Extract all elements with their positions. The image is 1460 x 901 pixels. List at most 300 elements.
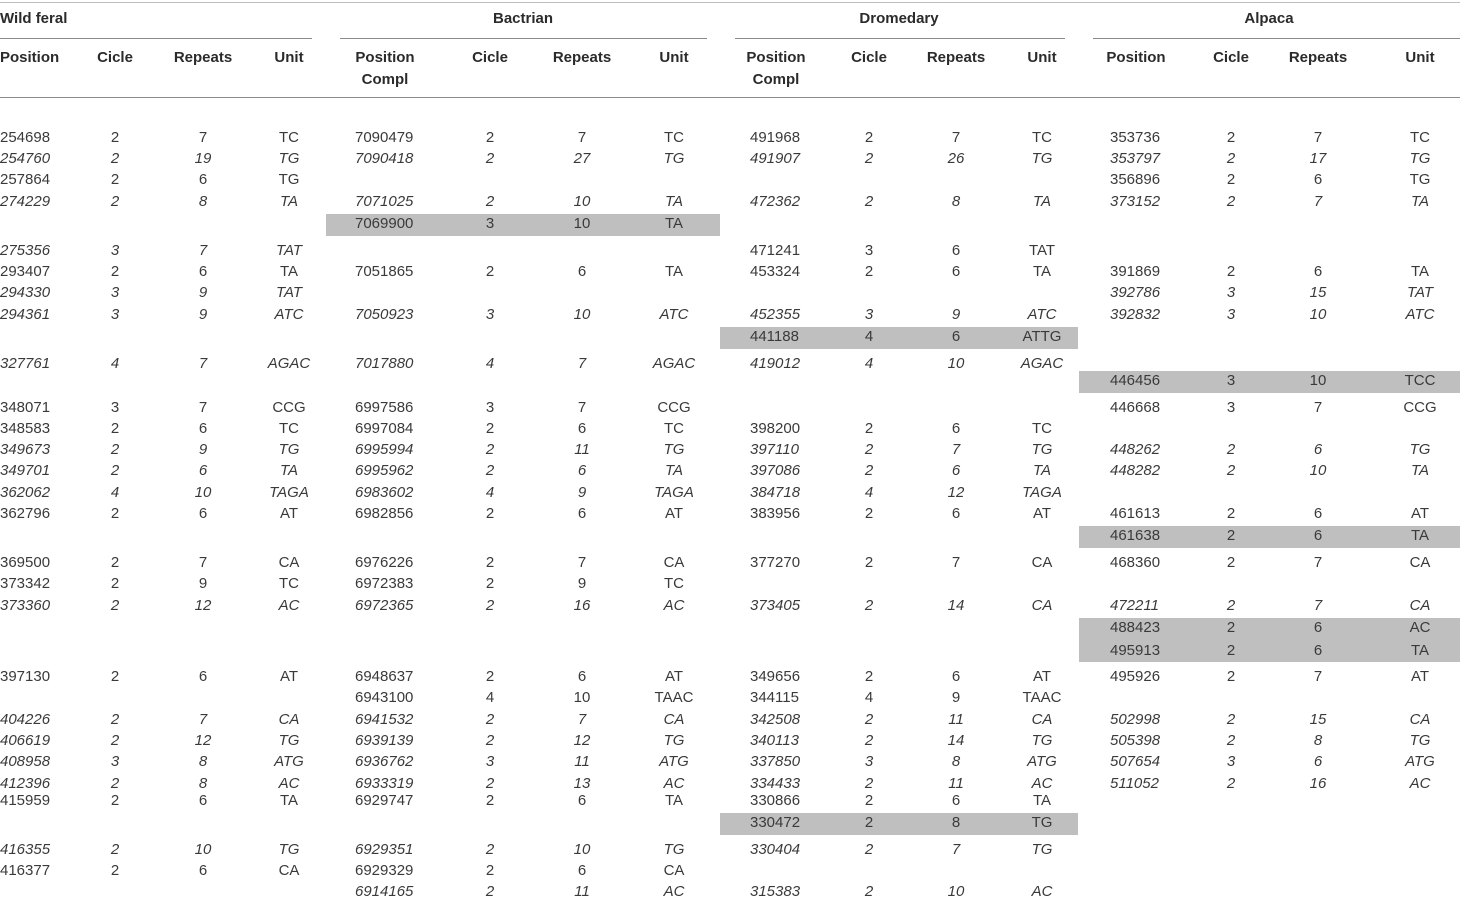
cell-repeats: 8 [198,775,208,792]
cell-repeats: 6 [1313,527,1323,544]
cell-repeats: 10 [194,484,212,501]
cell-repeats: 15 [1309,284,1327,301]
cell-repeats: 12 [194,732,212,749]
cell-position: 344115 [750,689,799,706]
cell-cicle: 2 [110,792,120,809]
cell-repeats: 9 [577,575,587,592]
group-title-wild-feral: Wild feral [0,10,68,27]
cell-position: 472362 [750,193,801,210]
cell-position: 392786 [1110,284,1161,301]
cell-cicle: 2 [110,129,120,146]
cell-position: 397130 [0,668,51,685]
cell-unit: CA [278,554,300,571]
cell-repeats: 10 [573,689,591,706]
cell-position: 505398 [1110,732,1161,749]
cell-repeats: 16 [1309,775,1327,792]
cell-cicle: 2 [110,441,120,458]
cell-cicle: 2 [485,792,495,809]
cell-cicle: 2 [864,462,874,479]
cell-position: 397110 [750,441,799,458]
cell-position: 446456 [1110,372,1161,389]
cell-unit: TG [1409,171,1431,188]
cell-repeats: 14 [947,732,965,749]
cell-repeats: 6 [577,462,587,479]
cell-repeats: 7 [1313,668,1323,685]
cell-cicle: 2 [110,841,120,858]
cell-cicle: 2 [1226,732,1236,749]
cell-cicle: 2 [485,668,495,685]
cell-unit: ATC [274,306,304,323]
cell-unit: AC [663,597,685,614]
cell-cicle: 2 [485,862,495,879]
cell-position: 384718 [750,484,801,501]
cell-position: 461638 [1110,527,1161,544]
col-header-repeats: Repeats [173,49,233,66]
cell-unit: CA [278,711,300,728]
cell-cicle: 2 [485,883,495,900]
cell-unit: TG [1409,441,1431,458]
cell-cicle: 3 [110,399,120,416]
cell-repeats: 7 [951,129,961,146]
cell-unit: TG [1409,150,1431,167]
cell-cicle: 3 [1226,306,1236,323]
cell-repeats: 12 [194,597,212,614]
cell-position: 275356 [0,242,51,259]
cell-repeats: 7 [1313,399,1323,416]
col-header-position-text: Position [355,49,415,66]
cell-unit: AGAC [267,355,311,372]
cell-unit: TA [1410,642,1430,659]
cell-repeats: 7 [198,399,208,416]
cell-position: 491968 [750,129,801,146]
cell-cicle: 3 [110,284,120,301]
cell-position: 507654 [1110,753,1161,770]
cell-cicle: 2 [485,263,495,280]
col-header-compl-text: Compl [752,71,800,88]
cell-position: 391869 [1110,263,1161,280]
cell-cicle: 2 [864,554,874,571]
cell-unit: AC [1031,883,1053,900]
cell-cicle: 2 [1226,642,1236,659]
cell-repeats: 7 [198,129,208,146]
col-header-cicle: Cicle [1213,49,1249,66]
cell-unit: TAT [275,284,303,301]
cell-cicle: 2 [864,814,874,831]
cell-position: 6948637 [355,668,414,685]
cell-position: 342508 [750,711,801,728]
cell-repeats: 10 [1309,306,1327,323]
cell-cicle: 2 [864,505,874,522]
cell-unit: TA [664,215,684,232]
cell-repeats: 10 [573,215,591,232]
cell-repeats: 12 [947,484,965,501]
cell-unit: TC [279,129,299,146]
cell-cicle: 3 [485,399,495,416]
cell-repeats: 6 [1313,619,1323,636]
cell-position: 6997586 [355,399,414,416]
cell-repeats: 6 [951,328,961,345]
col-header-repeats: Repeats [552,49,612,66]
cell-repeats: 7 [198,711,208,728]
cell-position: 327761 [0,355,51,372]
cell-unit: CCG [1403,399,1437,416]
cell-position: 349701 [0,462,51,479]
cell-repeats: 7 [198,554,208,571]
cell-unit: TG [663,841,685,858]
cell-repeats: 11 [948,775,964,792]
cell-cicle: 3 [1226,284,1236,301]
cell-cicle: 3 [485,306,495,323]
cell-position: 353797 [1110,150,1161,167]
cell-cicle: 4 [485,355,495,372]
cell-repeats: 8 [951,753,961,770]
cell-position: 6972383 [355,575,414,592]
cell-unit: TC [279,420,299,437]
cell-position: 511052 [1110,775,1159,792]
cell-unit: TG [1031,814,1053,831]
cell-position: 453324 [750,263,801,280]
cell-repeats: 6 [577,862,587,879]
cell-repeats: 9 [198,441,208,458]
cell-position: 315383 [750,883,801,900]
cell-position: 7090479 [355,129,414,146]
cell-position: 416377 [0,862,51,879]
cell-cicle: 2 [485,129,495,146]
cell-repeats: 10 [947,355,965,372]
cell-unit: TA [279,263,299,280]
cell-cicle: 2 [485,575,495,592]
cell-repeats: 6 [951,505,961,522]
cell-repeats: 11 [574,753,590,770]
cell-repeats: 9 [198,284,208,301]
cell-cicle: 2 [485,420,495,437]
cell-position: 337850 [750,753,801,770]
cell-cicle: 2 [1226,619,1236,636]
cell-repeats: 26 [947,150,965,167]
cell-unit: CA [1031,711,1053,728]
cell-unit: CA [1409,597,1431,614]
cell-cicle: 2 [110,263,120,280]
cell-repeats: 9 [951,306,961,323]
cell-unit: CA [1031,597,1053,614]
cell-cicle: 2 [110,150,120,167]
cell-position: 6997084 [355,420,414,437]
col-header-unit: Unit [659,49,689,66]
cell-cicle: 2 [485,462,495,479]
cell-unit: TAGA [654,484,694,501]
cell-repeats: 8 [198,193,208,210]
cell-position: 377270 [750,554,801,571]
cell-repeats: 11 [574,441,590,458]
cell-unit: TG [1031,150,1053,167]
cell-unit: TA [664,263,684,280]
cell-position: 6941532 [355,711,414,728]
cell-position: 6982856 [355,505,414,522]
cell-position: 471241 [750,242,801,259]
cell-unit: CA [663,554,685,571]
cell-unit: AC [278,775,300,792]
cell-unit: TC [1410,129,1430,146]
cell-repeats: 9 [951,689,961,706]
cell-repeats: 7 [577,129,587,146]
cell-repeats: 10 [1309,372,1327,389]
cell-cicle: 2 [1226,441,1236,458]
cell-unit: AT [279,505,299,522]
cell-cicle: 2 [485,193,495,210]
cell-cicle: 2 [864,263,874,280]
cell-position: 419012 [750,355,801,372]
cell-cicle: 3 [110,753,120,770]
cell-repeats: 6 [1313,753,1323,770]
cell-position: 7071025 [355,193,414,210]
cell-position: 7050923 [355,306,414,323]
col-header-cicle: Cicle [97,49,133,66]
cell-position: 369500 [0,554,51,571]
cell-unit: TA [1410,527,1430,544]
cell-cicle: 2 [110,668,120,685]
cell-cicle: 2 [110,554,120,571]
cell-repeats: 8 [951,814,961,831]
cell-repeats: 7 [951,841,961,858]
cell-unit: AT [1410,505,1430,522]
cell-unit: AC [1409,775,1431,792]
cell-position: 340113 [750,732,799,749]
cell-cicle: 2 [864,792,874,809]
cell-position: 334433 [750,775,801,792]
cell-position: 6995994 [355,441,414,458]
cell-position: 6929329 [355,862,414,879]
cell-position: 495926 [1110,668,1161,685]
cell-repeats: 6 [577,505,587,522]
cell-cicle: 2 [110,462,120,479]
cell-unit: TA [1032,792,1052,809]
cell-position: 254760 [0,150,51,167]
cell-repeats: 6 [951,668,961,685]
cell-unit: ATTG [1022,328,1062,345]
cell-cicle: 2 [485,150,495,167]
cell-unit: TA [1032,462,1052,479]
cell-unit: ATG [659,753,689,770]
cell-unit: TA [664,462,684,479]
cell-unit: TG [278,150,300,167]
cell-cicle: 3 [110,306,120,323]
cell-repeats: 7 [198,355,208,372]
cell-unit: TC [664,575,684,592]
cell-repeats: 6 [1313,171,1323,188]
cell-position: 257864 [0,171,51,188]
cell-unit: AT [1032,668,1052,685]
cell-cicle: 2 [110,732,120,749]
cell-repeats: 7 [577,554,587,571]
cell-unit: AC [278,597,300,614]
cell-cicle: 3 [1226,753,1236,770]
cell-cicle: 2 [110,597,120,614]
cell-unit: AGAC [652,355,696,372]
cell-cicle: 3 [485,753,495,770]
cell-position: 348583 [0,420,51,437]
cell-position: 356896 [1110,171,1161,188]
cell-position: 6976226 [355,554,414,571]
cell-unit: AC [1409,619,1431,636]
cell-repeats: 6 [577,668,587,685]
cell-repeats: 7 [577,355,587,372]
cell-unit: ATC [1027,306,1057,323]
cell-position: 392832 [1110,306,1161,323]
cell-repeats: 14 [947,597,965,614]
cell-repeats: 6 [1313,263,1323,280]
cell-position: 383956 [750,505,801,522]
cell-cicle: 2 [864,193,874,210]
cell-position: 7090418 [355,150,414,167]
cell-unit: TG [1409,732,1431,749]
cell-cicle: 2 [864,775,874,792]
cell-unit: TG [663,150,685,167]
cell-cicle: 3 [864,753,874,770]
cell-cicle: 2 [864,441,874,458]
cell-position: 349656 [750,668,801,685]
cell-unit: TG [278,841,300,858]
cell-position: 452355 [750,306,801,323]
cell-cicle: 3 [110,242,120,259]
cell-unit: CA [663,862,685,879]
cell-cicle: 2 [485,711,495,728]
cell-unit: TG [1031,841,1053,858]
cell-repeats: 6 [198,263,208,280]
cell-position: 7017880 [355,355,414,372]
cell-position: 7051865 [355,263,414,280]
cell-position: 294330 [0,284,51,301]
cell-unit: CA [1031,554,1053,571]
cell-cicle: 2 [110,420,120,437]
cell-position: 446668 [1110,399,1161,416]
cell-position: 373405 [750,597,801,614]
cell-cicle: 2 [1226,129,1236,146]
cell-repeats: 9 [198,575,208,592]
cell-cicle: 2 [485,554,495,571]
cell-repeats: 6 [198,668,208,685]
cell-repeats: 10 [573,193,591,210]
cell-cicle: 2 [1226,171,1236,188]
cell-repeats: 15 [1309,711,1327,728]
cell-position: 362062 [0,484,51,501]
cell-cicle: 4 [864,355,874,372]
cell-position: 412396 [0,775,51,792]
col-header-unit: Unit [1405,49,1435,66]
cell-position: 6995962 [355,462,414,479]
cell-position: 6929351 [355,841,414,858]
cell-cicle: 2 [485,732,495,749]
cell-cicle: 4 [485,484,495,501]
cell-unit: CA [278,862,300,879]
cell-cicle: 4 [110,484,120,501]
cell-unit: TA [1032,193,1052,210]
cell-cicle: 3 [864,242,874,259]
cell-repeats: 6 [577,792,587,809]
cell-position: 408958 [0,753,51,770]
cell-position: 502998 [1110,711,1161,728]
col-header-position: Position [1106,49,1166,66]
col-header-unit: Unit [1027,49,1057,66]
col-header-repeats: Repeats [926,49,986,66]
cell-repeats: 6 [951,242,961,259]
cell-repeats: 10 [573,306,591,323]
cell-position: 6972365 [355,597,414,614]
col-header-cicle: Cicle [851,49,887,66]
cell-unit: AGAC [1020,355,1064,372]
cell-position: 330472 [750,814,801,831]
col-header-compl-text: Compl [361,71,409,88]
cell-unit: CA [1409,554,1431,571]
cell-cicle: 2 [864,668,874,685]
cell-position: 6929747 [355,792,414,809]
cell-cicle: 2 [864,597,874,614]
cell-repeats: 6 [198,862,208,879]
cell-unit: TAT [1406,284,1434,301]
cell-repeats: 6 [198,420,208,437]
cell-position: 415959 [0,792,51,809]
cell-repeats: 10 [194,841,212,858]
cell-position: 441188 [750,328,799,345]
cell-repeats: 27 [573,150,591,167]
cell-cicle: 2 [864,420,874,437]
cell-unit: TC [664,420,684,437]
cell-repeats: 10 [573,841,591,858]
cell-unit: TA [279,193,299,210]
cell-position: 6939139 [355,732,414,749]
cell-cicle: 2 [864,129,874,146]
cell-position: 7069900 [355,215,414,232]
cell-unit: TC [279,575,299,592]
cell-repeats: 7 [1313,597,1323,614]
cell-unit: TC [1032,420,1052,437]
cell-repeats: 8 [198,753,208,770]
cell-position: 488423 [1110,619,1161,636]
cell-unit: TAGA [269,484,309,501]
cell-unit: TG [278,171,300,188]
cell-repeats: 11 [948,711,964,728]
cell-unit: ATG [1027,753,1057,770]
cell-repeats: 8 [1313,732,1323,749]
cell-cicle: 4 [110,355,120,372]
cell-cicle: 2 [110,171,120,188]
cell-unit: TG [278,732,300,749]
group-title-dromedary: Dromedary [859,10,939,27]
cell-repeats: 6 [951,792,961,809]
cell-position: 6943100 [355,689,414,706]
cell-repeats: 7 [577,711,587,728]
cell-unit: ATC [1405,306,1435,323]
cell-position: 294361 [0,306,51,323]
cell-unit: AT [664,505,684,522]
cell-cicle: 4 [864,484,874,501]
cell-cicle: 2 [110,575,120,592]
cell-unit: ATC [659,306,689,323]
cell-position: 6933319 [355,775,414,792]
cell-position: 472211 [1110,597,1159,614]
cell-repeats: 10 [1309,462,1327,479]
cell-cicle: 2 [1226,150,1236,167]
col-header-position: Position [0,49,60,66]
cell-cicle: 2 [110,862,120,879]
cell-cicle: 2 [1226,263,1236,280]
cell-cicle: 2 [485,841,495,858]
cell-position: 373360 [0,597,51,614]
group-title-alpaca: Alpaca [1244,10,1294,27]
cell-repeats: 10 [947,883,965,900]
cell-position: 330866 [750,792,801,809]
cell-unit: CA [663,711,685,728]
cell-position: 293407 [0,263,51,280]
